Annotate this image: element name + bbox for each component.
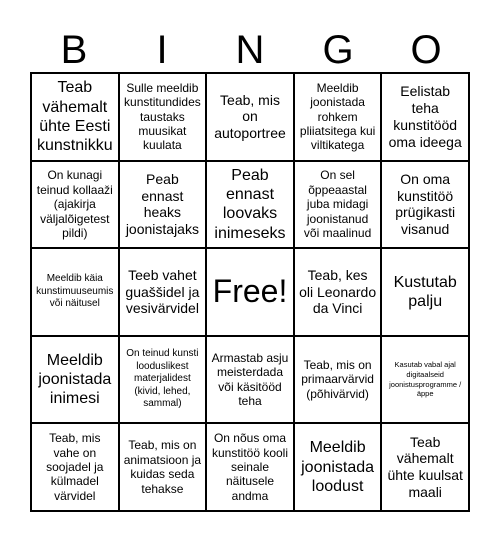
bingo-cell[interactable]	[31, 161, 119, 249]
bingo-cell-text: On nõus oma kunstitöö kooli seinale näitusele andma	[211, 431, 289, 503]
bingo-cell-text: Teab, mis on primaarvärvid (põhivärvid)	[301, 358, 374, 401]
free-space-text: Free!	[212, 273, 288, 310]
bingo-cell[interactable]	[31, 73, 119, 161]
bingo-header	[30, 22, 470, 78]
free-space-cell[interactable]	[206, 248, 294, 336]
bingo-cell[interactable]	[381, 73, 469, 161]
bingo-cell[interactable]	[381, 336, 469, 424]
bingo-cell-text: Armastab asju meisterdada või käsitööd teha	[211, 350, 289, 408]
bingo-cell[interactable]	[294, 73, 382, 161]
bingo-cell-text: Meeldib joonistada rohkem pliiatsitega kui viltikatega	[299, 80, 376, 153]
bingo-cell[interactable]	[31, 336, 119, 424]
bingo-cell[interactable]	[294, 161, 382, 249]
bingo-cell-text: On oma kunstitöö prügikasti visanud	[395, 170, 456, 238]
bingo-cell[interactable]	[119, 161, 207, 249]
bingo-cell-text: Meeldib joonistada loodust	[301, 439, 375, 495]
bingo-cell[interactable]	[381, 161, 469, 249]
bingo-cell-text: Teab vähemalt ühte kuulsat maali	[387, 433, 463, 500]
bingo-cell[interactable]	[206, 336, 294, 424]
bingo-cell[interactable]	[381, 423, 469, 511]
bingo-cell[interactable]	[31, 423, 119, 511]
bingo-cell[interactable]	[294, 248, 382, 336]
bingo-cell-text: Teeb vahet guaššidel ja vesivärvidel	[125, 266, 200, 317]
bingo-cell[interactable]	[206, 73, 294, 161]
bingo-cell-text: Teab, kes oli Leonardo da Vinci	[299, 266, 377, 317]
bingo-cell[interactable]	[294, 423, 382, 511]
bingo-cell-text: Teab, mis on autoportree	[214, 91, 286, 142]
bingo-cell[interactable]	[206, 161, 294, 249]
bingo-cell-text: Kasutab vabal ajal digitaalseid joonistusprogramme / äppe	[389, 360, 462, 399]
bingo-cell[interactable]	[119, 248, 207, 336]
bingo-cell-text: Teab vähemalt ühte Eesti kunstnikku	[37, 79, 113, 154]
bingo-cell-text: Meeldib käia kunstimuuseumis või näitusel	[36, 273, 114, 310]
bingo-cell[interactable]	[381, 248, 469, 336]
bingo-cell-text: On kunagi teinud kollaaži (ajakirja väljalõigetest pildi)	[36, 168, 113, 240]
bingo-cell-text: Meeldib joonistada inimesi	[38, 351, 112, 408]
header-letter-n: N	[235, 28, 265, 72]
bingo-cell[interactable]	[119, 336, 207, 424]
bingo-cell[interactable]	[294, 336, 382, 424]
bingo-cell[interactable]	[31, 248, 119, 336]
bingo-cell-text: Peab ennast loovaks inimeseks	[214, 167, 286, 242]
header-letter-b: B	[60, 28, 88, 72]
header-letter-i: I	[156, 28, 168, 72]
header-letter-g: G	[322, 28, 354, 72]
bingo-cell[interactable]	[119, 73, 207, 161]
bingo-cell[interactable]	[119, 423, 207, 511]
bingo-cell-text: Kustutab palju	[393, 273, 457, 310]
bingo-cell-text: Teab, mis on animatsioon ja kuidas seda tehakse	[123, 438, 202, 496]
bingo-grid	[30, 72, 470, 512]
header-letter-o: O	[410, 28, 442, 72]
bingo-cell-text: On sel õppeaastal juba midagi joonistanud või maalinud	[303, 168, 372, 240]
bingo-cell-text: On teinud kunsti looduslikest materjalidest (kivid, lehed, sammal)	[126, 348, 199, 410]
bingo-cell-text: Peab ennast heaks joonistajaks	[125, 170, 199, 238]
bingo-cell-text: Teab, mis vahe on soojadel ja külmadel värvidel	[46, 431, 104, 503]
bingo-cell-text: Eelistab teha kunstitööd oma ideega	[388, 83, 462, 150]
bingo-cell[interactable]	[206, 423, 294, 511]
bingo-cell-text: Sulle meeldib kunstitundides taustaks muusikat kuulata	[124, 80, 201, 153]
